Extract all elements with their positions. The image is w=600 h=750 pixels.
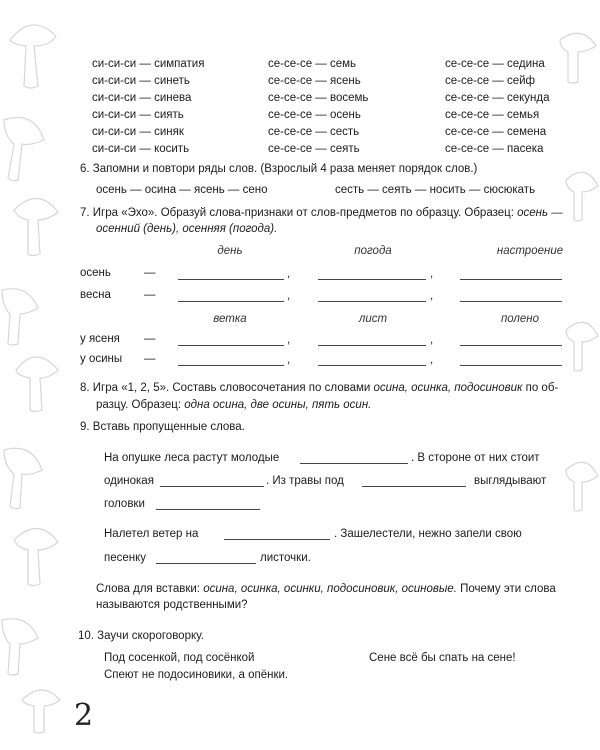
task-6-row-left: осень — осина — ясень — сено xyxy=(96,184,268,196)
task-9-text: . В стороне от них стоит xyxy=(411,452,540,464)
task-9-question: называются родственными? xyxy=(96,599,248,611)
tongue-twister-line: Под сосенкой, под сосёнкой xyxy=(104,652,255,664)
column-header: полено xyxy=(500,313,540,325)
answer-blank[interactable] xyxy=(460,301,562,302)
answer-blank[interactable] xyxy=(318,345,426,346)
column-header: ветка xyxy=(213,313,247,325)
task-7-title xyxy=(80,207,563,219)
answer-blank[interactable] xyxy=(460,345,562,346)
syllable-item: си-си-си — синеть xyxy=(92,75,190,87)
answer-blank[interactable] xyxy=(318,365,426,366)
task-9-text: Слова для вставки: xyxy=(96,583,204,595)
task-6-title: 6. Запомни и повтори ряды слов. (Взрослый 4 раза меняет порядок слов.) xyxy=(80,163,478,175)
task-10-title: 10. Заучи скороговорку. xyxy=(78,630,204,642)
answer-blank[interactable] xyxy=(178,279,284,280)
answer-blank[interactable] xyxy=(178,345,284,346)
comma: , xyxy=(430,268,434,280)
task-8-line-2 xyxy=(96,399,371,411)
syllable-item: се-се-се — секунда xyxy=(445,92,550,104)
column-header: лист xyxy=(358,313,388,325)
comma: , xyxy=(287,290,291,302)
task-9-text: листочки. xyxy=(260,552,311,564)
answer-blank[interactable] xyxy=(318,301,426,302)
syllable-item: се-се-се — осень xyxy=(268,109,361,121)
task-9-text: одинокая xyxy=(104,475,154,487)
task-9-text: Налетел ветер на xyxy=(104,528,199,540)
task-7-title-text: 7. Игра «Эхо». Образуй слова-признаки от слов-предметов по образцу. Образец: xyxy=(80,207,518,219)
task-9-words: осина, осинка, осинки, подосиновик, осиновые. xyxy=(203,583,457,595)
dash: — xyxy=(144,353,156,365)
answer-blank[interactable] xyxy=(224,539,330,540)
task-9-text: . Из травы под xyxy=(266,475,344,487)
task-9-text: Почему эти слова xyxy=(456,583,556,595)
task-8-words: осина, осинка, подосиновик xyxy=(373,382,523,394)
task-8-text: разцу. Образец: xyxy=(96,399,185,411)
answer-blank[interactable] xyxy=(318,279,426,280)
dash: — xyxy=(144,333,156,345)
task-9-words-line xyxy=(96,583,556,595)
task-9-title: 9. Вставь пропущенные слова. xyxy=(80,421,245,433)
comma: , xyxy=(287,354,291,366)
column-header: день xyxy=(217,245,243,257)
page-number: 2 xyxy=(74,698,94,733)
answer-blank[interactable] xyxy=(178,301,284,302)
dash: — xyxy=(144,289,156,301)
task-9-text: головки xyxy=(104,498,145,510)
syllable-item: си-си-си — синева xyxy=(92,92,192,104)
task-8-line-1 xyxy=(80,382,558,394)
syllable-item: се-се-се — семена xyxy=(445,126,547,138)
row-label: весна xyxy=(80,289,111,301)
answer-blank[interactable] xyxy=(362,486,466,487)
syllable-item: се-се-се — сейф xyxy=(445,75,536,87)
row-label: осень xyxy=(80,267,111,279)
task-9-text: . Зашелестели, нежно запели свою xyxy=(334,528,522,540)
answer-blank[interactable] xyxy=(156,509,260,510)
task-7-title-example: осень — xyxy=(517,207,563,219)
task-8-example: одна осина, две осины, пять осин. xyxy=(184,399,372,411)
syllable-item: се-се-се — сеять xyxy=(268,143,360,155)
answer-blank[interactable] xyxy=(156,563,256,564)
syllable-item: се-се-се — сесть xyxy=(268,126,360,138)
dash: — xyxy=(144,267,156,279)
task-9-text: выглядывают xyxy=(474,475,547,487)
tongue-twister-line: Спеют не подосиновики, а опёнки. xyxy=(104,669,289,681)
answer-blank[interactable] xyxy=(460,365,562,366)
comma: , xyxy=(430,290,434,302)
task-8-text: по об- xyxy=(522,382,559,394)
syllable-item: си-си-си — синяк xyxy=(92,126,184,138)
row-label: у осины xyxy=(80,353,123,365)
syllable-item: си-си-си — косить xyxy=(92,143,190,155)
task-8-text: 8. Игра «1, 2, 5». Составь словосочетания по словами xyxy=(80,382,374,394)
answer-blank[interactable] xyxy=(160,486,264,487)
comma: , xyxy=(287,268,291,280)
syllable-item: се-се-се — седина xyxy=(445,58,545,70)
column-header: настроение xyxy=(496,245,564,257)
syllable-item: се-се-се — семь xyxy=(268,58,357,70)
task-9-text: На опушке леса растут молодые xyxy=(104,452,280,464)
comma: , xyxy=(430,354,434,366)
answer-blank[interactable] xyxy=(460,279,562,280)
syllable-item: се-се-се — ясень xyxy=(268,75,361,87)
syllable-item: си-си-си — сиять xyxy=(92,109,184,121)
answer-blank[interactable] xyxy=(300,463,408,464)
task-6-row-right: сесть — сеять — носить — сюсюкать xyxy=(335,184,536,196)
syllable-item: се-се-се — восемь xyxy=(268,92,369,104)
syllable-item: се-се-се — пасека xyxy=(445,143,544,155)
comma: , xyxy=(287,334,291,346)
comma: , xyxy=(430,334,434,346)
syllable-item: се-се-се — семья xyxy=(445,109,540,121)
row-label: у ясеня xyxy=(80,333,120,345)
syllable-item: си-си-си — симпатия xyxy=(92,58,205,70)
answer-blank[interactable] xyxy=(178,365,284,366)
column-header: погода xyxy=(354,245,392,257)
tongue-twister-right: Сене всё бы спать на сене! xyxy=(369,652,516,664)
task-7-title-example-cont: осенний (день), осенняя (погода). xyxy=(96,223,278,235)
task-9-text: песенку xyxy=(104,552,147,564)
